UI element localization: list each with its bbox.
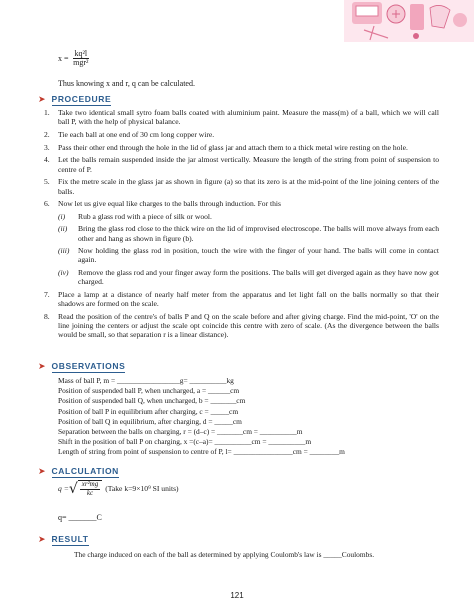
- sub-list-item: (iv) Remove the glass rod and your finger away form the positions. The balls will get diverged again as they have now got charged.: [58, 267, 439, 287]
- observation-line: Length of string from point of suspension to centre of P, l= ________________cm = ________m: [58, 447, 345, 457]
- calculation-formula: [58, 480, 179, 497]
- formula-x: [58, 50, 89, 68]
- chevron-right-icon: ➤: [38, 94, 46, 105]
- list-item: 3. Pass their other end through the hole in the lid of glass jar and attach them to a thick metal wire resting on the hole.: [44, 142, 408, 152]
- q-result: q= _______C: [58, 513, 102, 522]
- observations-title: OBSERVATIONS: [51, 361, 126, 371]
- calculation-note: (Take k=9×10⁹ SI units): [105, 484, 179, 494]
- formula-lhs: x =: [58, 54, 69, 64]
- observations-list: [58, 376, 428, 458]
- formula-numerator: kq²l: [74, 49, 88, 58]
- formula-fraction: [73, 50, 90, 68]
- calculation-title: CALCULATION: [51, 466, 119, 476]
- page-number: 121: [230, 591, 244, 600]
- list-item: 2. Tie each ball at one end of 30 cm long copper wire.: [44, 130, 215, 139]
- procedure-heading: [38, 94, 111, 106]
- sub-list-item: (i) Rub a glass rod with a piece of silk or wool.: [58, 211, 212, 221]
- result-heading: [38, 534, 89, 546]
- radical-fraction: xr²mg kc: [78, 480, 103, 497]
- sub-list-item: (ii) Bring the glass rod close to the thick wire on the lid of improvised electroscope. The balls will move always from each other and hang as shown in figure (b).: [58, 224, 439, 243]
- header-illustration-icon: [344, 0, 474, 42]
- chevron-right-icon: ➤: [38, 534, 46, 545]
- result-title: RESULT: [51, 534, 89, 544]
- observation-line: Position of suspended ball P, when uncharged, a = ______cm: [58, 386, 240, 396]
- list-item: 8. Read the position of the centre's of balls P and Q on the scale before and after giving charge. Find the mid-point, 'O' on the line joining the centers or adjust the scale opt coincide this centre with zero of scale. (As the divergence between the balls would be small, so that separation r is a linear distance).: [44, 311, 439, 340]
- observation-line: Position of ball Q in equilibrium, after charging, d = _____cm: [58, 416, 242, 426]
- list-item: 1. Take two identical small sytro foam balls coated with aluminium paint. Measure the mass(m) of a ball, which we will call ball P, with the help of physical balance.: [44, 108, 439, 127]
- observations-heading: [38, 361, 125, 373]
- list-item: 5. Fix the metre scale in the glass jar as shown in figure (a) so that its zero is at the mid-point of the line joining centers of the balls.: [44, 177, 439, 196]
- observation-line: Shift in the position of ball P on charging, x =(c–a)= __________cm = __________m: [58, 437, 312, 447]
- procedure-list: [44, 108, 439, 343]
- procedure-title: PROCEDURE: [51, 94, 112, 104]
- list-item: 4. Let the balls remain suspended inside the jar almost vertically. Measure the length of the string from point of suspension to centre of P.: [44, 155, 439, 174]
- square-root-icon: √: [68, 480, 78, 497]
- intro-line: Thus knowing x and r, q can be calculated.: [58, 79, 195, 88]
- observation-line: Separation between the balls on charging, r = (d–c) = _______cm = __________m: [58, 427, 303, 437]
- chevron-right-icon: ➤: [38, 466, 46, 477]
- result-text: The charge induced on each of the ball as determined by applying Coulomb's law is _____Coulombs.: [74, 550, 375, 559]
- observation-line: Mass of ball P, m = _________________g= __________kg: [58, 376, 234, 385]
- observation-line: Position of suspended ball Q, when uncharged, b = _______cm: [58, 396, 246, 406]
- list-item: 7. Place a lamp at a distance of nearly half meter from the apparatus and let light fall on the balls normally so that their shadows are formed on the scale.: [44, 289, 439, 309]
- sub-list-item: (iii) Now holding the glass rod in position, touch the wire with the finger of your hand. The balls will come in contact again.: [58, 246, 439, 265]
- formula-denominator: mgr²: [73, 58, 89, 68]
- chevron-right-icon: ➤: [38, 361, 46, 372]
- q-prefix: q =: [58, 484, 69, 494]
- observation-line: Position of ball P in equilibrium after charging, c = _____cm: [58, 406, 239, 416]
- calculation-heading: [38, 466, 119, 478]
- list-item: 6. Now let us give equal like charges to the balls through induction. For this: [44, 199, 281, 209]
